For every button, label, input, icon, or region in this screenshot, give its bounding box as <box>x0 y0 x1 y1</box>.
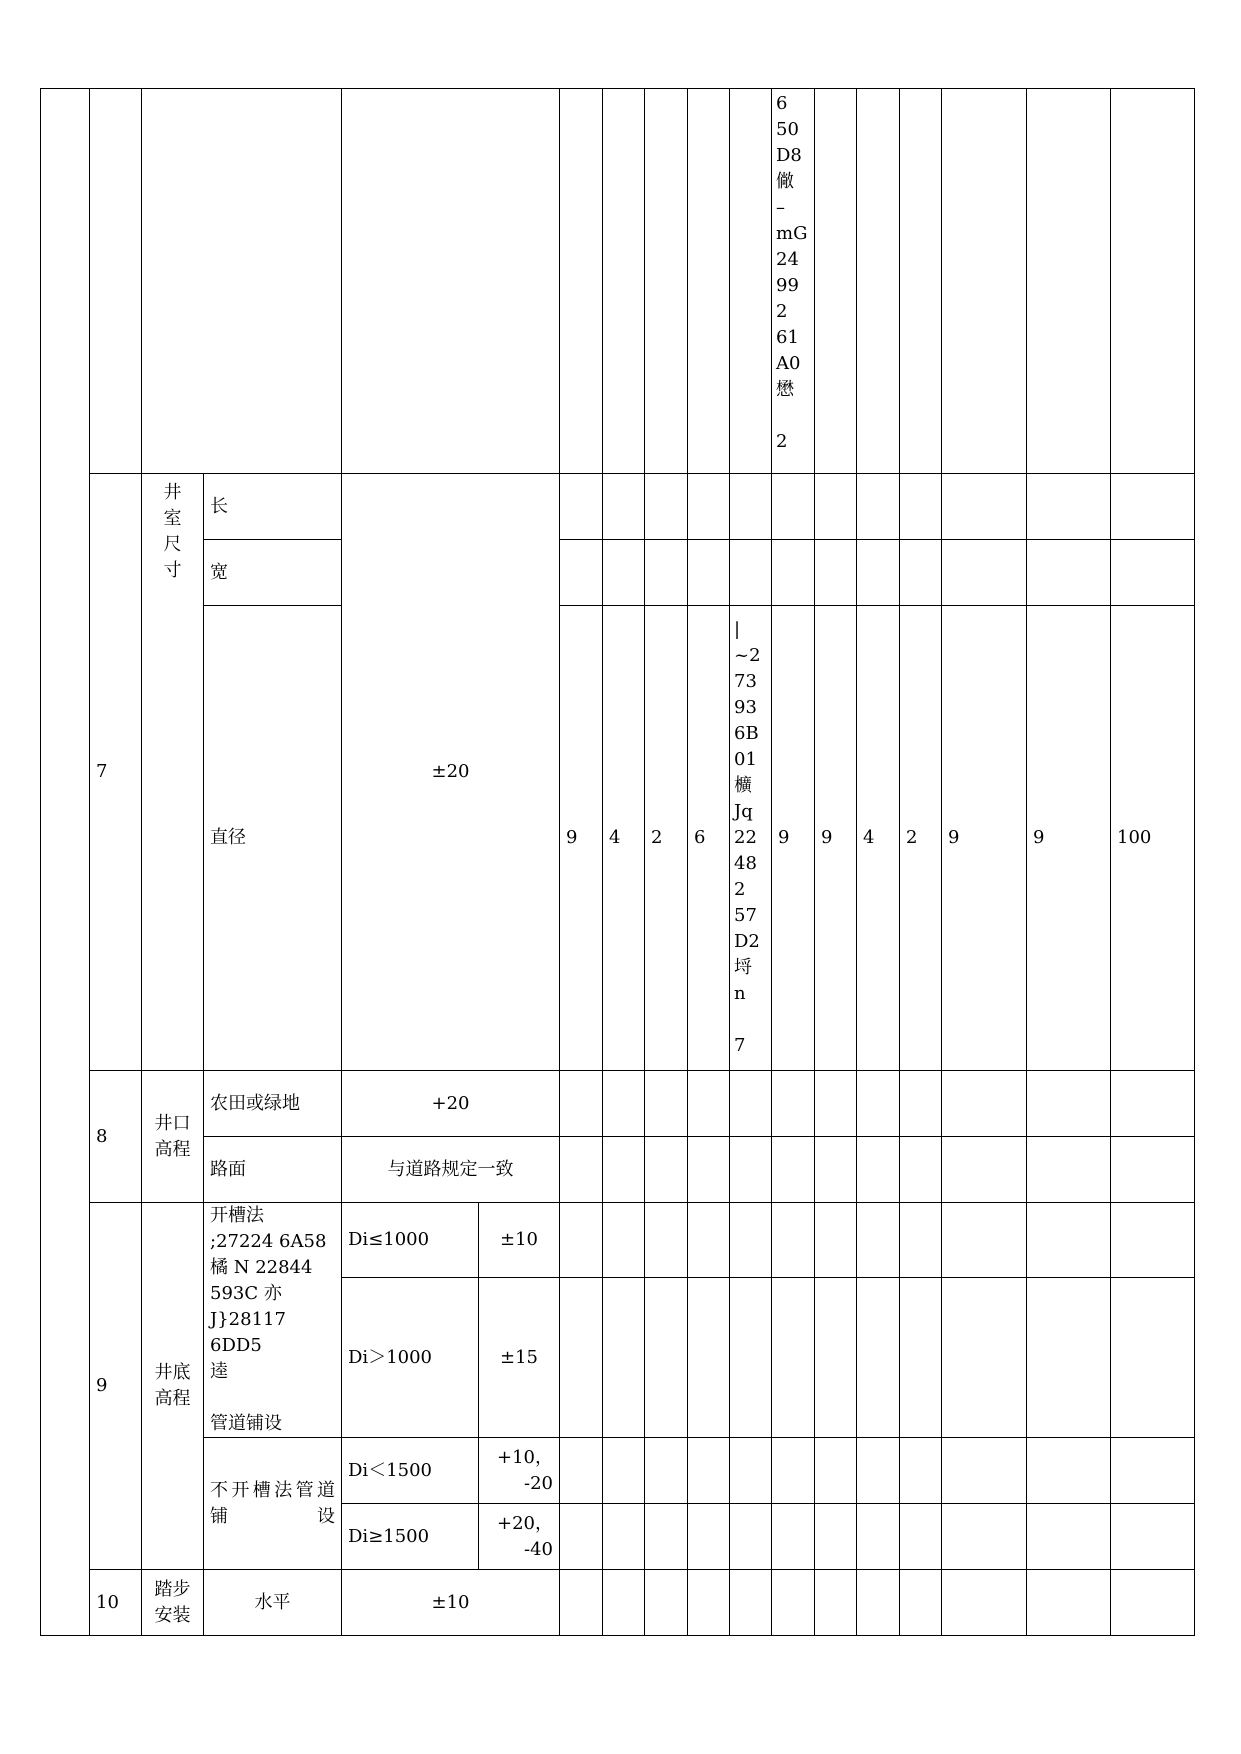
cell-empty <box>942 1504 1027 1570</box>
cell-empty <box>857 1071 900 1137</box>
cell-empty <box>772 1203 815 1278</box>
cell-empty <box>815 1504 857 1570</box>
cell-empty <box>815 1137 857 1203</box>
table-row-continued <box>41 89 1195 474</box>
cell-empty <box>1111 1203 1195 1278</box>
cell-empty <box>1027 1278 1111 1438</box>
cell-empty <box>900 1438 942 1504</box>
measurement-value: 9 <box>1027 606 1111 1071</box>
cell-empty <box>730 1278 772 1438</box>
table-row <box>41 1438 1195 1504</box>
garbled-vertical-text: | ~2 73 93 6B 01 櫎 Jq 22 48 2 57 D2 埒 n 7 <box>730 606 772 1071</box>
cell-empty <box>560 1570 603 1636</box>
cell-empty <box>142 89 342 474</box>
cell-empty <box>815 1071 857 1137</box>
cell-empty <box>560 540 603 606</box>
cell-empty <box>815 1570 857 1636</box>
cell-empty <box>857 89 900 474</box>
sub-item-length: 长 <box>204 474 342 540</box>
cell-empty <box>942 1203 1027 1278</box>
measurement-value: 6 <box>688 606 730 1071</box>
cell-empty <box>645 1071 688 1137</box>
measurement-value: 9 <box>772 606 815 1071</box>
cell-empty <box>688 474 730 540</box>
cell-empty <box>1027 1504 1111 1570</box>
tolerance-value: ±20 <box>342 474 560 1071</box>
inspection-table <box>40 88 1195 1636</box>
cell-empty <box>688 1137 730 1203</box>
cell-empty <box>603 89 645 474</box>
cell-empty <box>645 474 688 540</box>
cell-empty <box>772 474 815 540</box>
cell-empty <box>857 1278 900 1438</box>
cell-empty <box>772 1278 815 1438</box>
cell-empty <box>560 1504 603 1570</box>
cell-empty <box>688 89 730 474</box>
cell-empty <box>603 1137 645 1203</box>
cell-empty <box>730 540 772 606</box>
cell-empty <box>560 1203 603 1278</box>
cell-empty <box>942 1570 1027 1636</box>
cell-empty <box>342 89 560 474</box>
row-number: 7 <box>90 474 142 1071</box>
cell-empty <box>603 474 645 540</box>
cell-empty <box>942 540 1027 606</box>
cell-empty <box>1027 1438 1111 1504</box>
cell-empty <box>772 1504 815 1570</box>
tolerance-value: +20， -40 <box>479 1504 560 1570</box>
cell-empty <box>942 1438 1027 1504</box>
cell-empty <box>815 1278 857 1438</box>
measurement-value: 4 <box>857 606 900 1071</box>
cell-empty <box>900 540 942 606</box>
table-row <box>41 1071 1195 1137</box>
cell-empty <box>730 1504 772 1570</box>
cell-empty <box>688 1071 730 1137</box>
cell-empty <box>900 1137 942 1203</box>
garbled-vertical-text: 6 50 D8 僘 – mG 24 99 2 61 A0 懋 2 <box>772 89 815 474</box>
cell-empty <box>688 1278 730 1438</box>
cell-empty <box>815 474 857 540</box>
cell-empty <box>815 1203 857 1278</box>
cell-empty <box>603 1278 645 1438</box>
cell-empty <box>560 474 603 540</box>
cell-empty <box>857 540 900 606</box>
cell-empty <box>688 1504 730 1570</box>
cell-empty <box>645 1137 688 1203</box>
cell-empty <box>942 1137 1027 1203</box>
cell-empty <box>560 1438 603 1504</box>
cell-empty <box>730 1570 772 1636</box>
cell-empty <box>900 1504 942 1570</box>
row-number: 9 <box>90 1203 142 1570</box>
row-name: 井口高程 <box>142 1071 204 1203</box>
cell-empty <box>900 1570 942 1636</box>
sub-item-trenchless: 不开槽法管道铺设 <box>204 1438 342 1570</box>
cell-empty <box>645 1278 688 1438</box>
cell-empty <box>1111 474 1195 540</box>
tolerance-value: +10， -20 <box>479 1438 560 1504</box>
cell-empty <box>730 1137 772 1203</box>
cell-empty <box>900 1071 942 1137</box>
cell-empty <box>688 1203 730 1278</box>
cell-empty <box>857 474 900 540</box>
cell-empty <box>645 89 688 474</box>
table-row <box>41 1137 1195 1203</box>
measurement-value: 9 <box>942 606 1027 1071</box>
cell-empty <box>603 1203 645 1278</box>
cell-empty <box>645 1570 688 1636</box>
cell-empty <box>900 474 942 540</box>
cell-empty <box>857 1570 900 1636</box>
cell-empty <box>1111 1504 1195 1570</box>
measurement-value: 2 <box>645 606 688 1071</box>
cell-empty <box>1027 1570 1111 1636</box>
sub-item-open-trench: 开槽法 ;27224 6A58 橘 N 22844 593C 亦 J}28117 6DD5 逵 管道铺设 <box>204 1203 342 1438</box>
cell-empty <box>942 1071 1027 1137</box>
measurement-value: 9 <box>560 606 603 1071</box>
measurement-value: 4 <box>603 606 645 1071</box>
cell-empty <box>1027 474 1111 540</box>
row-number: 8 <box>90 1071 142 1203</box>
cell-empty <box>1027 1203 1111 1278</box>
cell-empty <box>942 474 1027 540</box>
cell-empty <box>857 1203 900 1278</box>
cell-empty <box>900 1278 942 1438</box>
cell-empty <box>730 474 772 540</box>
cell-empty <box>688 1570 730 1636</box>
table-row <box>41 1203 1195 1278</box>
cell-empty <box>645 540 688 606</box>
condition-value: Di≤1000 <box>342 1203 479 1278</box>
cell-empty <box>900 1203 942 1278</box>
table-row <box>41 1570 1195 1636</box>
cell-empty <box>730 89 772 474</box>
cell-empty <box>1111 89 1195 474</box>
row-number: 10 <box>90 1570 142 1636</box>
cell-empty <box>688 1438 730 1504</box>
outer-left-cell <box>41 89 90 1636</box>
condition-value: Di≥1500 <box>342 1504 479 1570</box>
sub-item-width: 宽 <box>204 540 342 606</box>
cell-empty <box>1111 1570 1195 1636</box>
cell-empty <box>857 1504 900 1570</box>
table-row <box>41 474 1195 540</box>
sub-item-road: 路面 <box>204 1137 342 1203</box>
row-name: 井 室 尺 寸 <box>142 474 204 1071</box>
tolerance-value: ±10 <box>342 1570 560 1636</box>
cell-empty <box>1027 89 1111 474</box>
cell-empty <box>1111 540 1195 606</box>
cell-empty <box>560 89 603 474</box>
cell-empty <box>560 1278 603 1438</box>
cell-empty <box>1027 1137 1111 1203</box>
cell-empty <box>603 1071 645 1137</box>
cell-empty <box>772 540 815 606</box>
cell-empty <box>1111 1278 1195 1438</box>
tolerance-value: 与道路规定一致 <box>342 1137 560 1203</box>
cell-empty <box>603 1504 645 1570</box>
sub-item-field: 农田或绿地 <box>204 1071 342 1137</box>
condition-value: Di＞1000 <box>342 1278 479 1438</box>
cell-empty <box>900 89 942 474</box>
cell-empty <box>857 1137 900 1203</box>
cell-empty <box>772 1438 815 1504</box>
sub-item-diameter: 直径 <box>204 606 342 1071</box>
cell-empty <box>560 1071 603 1137</box>
cell-empty <box>1111 1438 1195 1504</box>
cell-empty <box>90 89 142 474</box>
cell-empty <box>1111 1137 1195 1203</box>
cell-empty <box>730 1438 772 1504</box>
cell-empty <box>942 89 1027 474</box>
cell-empty <box>1027 540 1111 606</box>
cell-empty <box>560 1137 603 1203</box>
pass-rate-value: 100 <box>1111 606 1195 1071</box>
cell-empty <box>815 89 857 474</box>
cell-empty <box>772 1137 815 1203</box>
cell-empty <box>815 540 857 606</box>
cell-empty <box>730 1203 772 1278</box>
row-name: 井底高程 <box>142 1203 204 1570</box>
cell-empty <box>603 1570 645 1636</box>
tolerance-value: ±15 <box>479 1278 560 1438</box>
cell-empty <box>815 1438 857 1504</box>
cell-empty <box>772 1071 815 1137</box>
cell-empty <box>645 1438 688 1504</box>
cell-empty <box>603 1438 645 1504</box>
table-row <box>41 606 1195 1071</box>
cell-empty <box>1111 1071 1195 1137</box>
cell-empty <box>942 1278 1027 1438</box>
condition-value: Di＜1500 <box>342 1438 479 1504</box>
measurement-value: 9 <box>815 606 857 1071</box>
cell-empty <box>730 1071 772 1137</box>
cell-empty <box>772 1570 815 1636</box>
tolerance-value: +20 <box>342 1071 560 1137</box>
table-row <box>41 540 1195 606</box>
cell-empty <box>1027 1071 1111 1137</box>
tolerance-value: ±10 <box>479 1203 560 1278</box>
cell-empty <box>857 1438 900 1504</box>
cell-empty <box>645 1203 688 1278</box>
measurement-value: 2 <box>900 606 942 1071</box>
row-name: 踏步安装 <box>142 1570 204 1636</box>
cell-empty <box>645 1504 688 1570</box>
sub-item-level: 水平 <box>204 1570 342 1636</box>
cell-empty <box>603 540 645 606</box>
cell-empty <box>688 540 730 606</box>
